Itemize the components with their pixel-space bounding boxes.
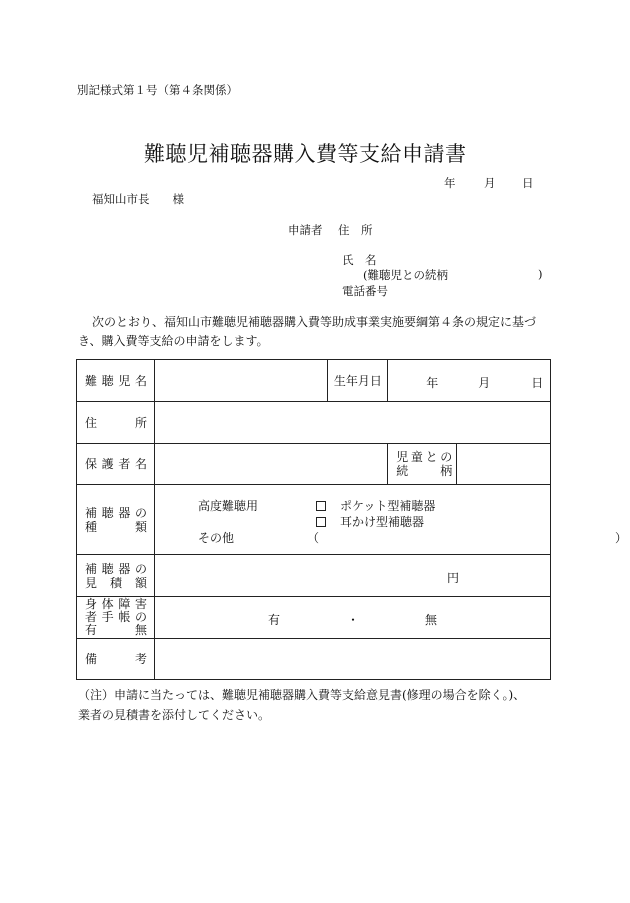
aid-type-label: 補 聴 器 の 種 類 bbox=[77, 485, 155, 555]
pocket-option[interactable]: ポケット型補聴器 bbox=[316, 497, 435, 514]
applicant-label: 申請者 bbox=[288, 223, 323, 237]
child-name-field[interactable] bbox=[154, 360, 327, 402]
applicant-name-label: 氏 名 bbox=[342, 253, 377, 267]
yen-label: 円 bbox=[446, 571, 459, 585]
applicant-relation-label: (難聴児との続柄 bbox=[363, 268, 448, 282]
guardian-field[interactable] bbox=[154, 444, 387, 485]
date-year-label: 年 bbox=[444, 176, 456, 190]
addressee: 福知山市長 様 bbox=[92, 192, 184, 206]
address-field[interactable] bbox=[154, 402, 550, 444]
certificate-field bbox=[154, 597, 550, 639]
date-day-label: 日 bbox=[522, 176, 534, 190]
estimate-field[interactable] bbox=[154, 555, 550, 597]
certificate-yes-option[interactable]: 有 bbox=[267, 613, 280, 627]
birth-month-label: 月 bbox=[478, 376, 491, 390]
high-grade-label: 高度難聴用 bbox=[197, 499, 258, 513]
other-paren-open: （ bbox=[306, 531, 319, 545]
ear-checkbox[interactable] bbox=[316, 517, 326, 527]
note-line-2: 業者の見積書を添付してください。 bbox=[78, 708, 271, 722]
certificate-no-option[interactable]: 無 bbox=[424, 613, 437, 627]
birthdate-field[interactable] bbox=[388, 360, 551, 402]
page-title: 難聴児補聴器購入費等支給申請書 bbox=[144, 142, 467, 166]
birth-day-label: 日 bbox=[531, 376, 544, 390]
birth-year-label: 年 bbox=[426, 376, 439, 390]
applicant-phone-label: 電話番号 bbox=[342, 284, 388, 298]
ear-option[interactable]: 耳かけ型補聴器 bbox=[316, 513, 424, 530]
date-month-label: 月 bbox=[484, 176, 496, 190]
guardian-label: 保 護 者 名 bbox=[77, 444, 155, 485]
form-reference: 別記様式第１号（第４条関係） bbox=[77, 83, 238, 97]
application-table bbox=[76, 359, 627, 680]
remarks-field[interactable] bbox=[154, 639, 550, 680]
address-label: 住 所 bbox=[77, 402, 155, 444]
remarks-label: 備 考 bbox=[77, 639, 155, 680]
certificate-separator: ・ bbox=[346, 613, 359, 627]
pocket-checkbox[interactable] bbox=[316, 501, 326, 511]
aid-type-field bbox=[154, 485, 627, 555]
other-label: その他 bbox=[197, 531, 234, 545]
intro-paragraph: 次のとおり、福知山市難聴児補聴器購入費等助成事業実施要綱第４条の規定に基づき、購入費等支給の申請をします。 bbox=[78, 315, 537, 348]
certificate-label: 身 体 障 害 者 手 帳 の 有 無 bbox=[77, 597, 155, 639]
estimate-label: 補 聴 器 の 見 積 額 bbox=[77, 555, 155, 597]
relation-field[interactable] bbox=[457, 444, 551, 485]
other-paren-close: ） bbox=[614, 531, 627, 545]
child-name-label: 難 聴 児 名 bbox=[77, 360, 155, 402]
relation-label: 児 童 と の 続 柄 bbox=[388, 444, 457, 485]
birthdate-label: 生年月日 bbox=[328, 360, 388, 402]
applicant-relation-close: ) bbox=[538, 267, 543, 281]
applicant-address-label: 住 所 bbox=[338, 223, 373, 237]
note-line-1: （注）申請に当たっては、難聴児補聴器購入費等支給意見書(修理の場合を除く。)、 bbox=[78, 688, 526, 702]
